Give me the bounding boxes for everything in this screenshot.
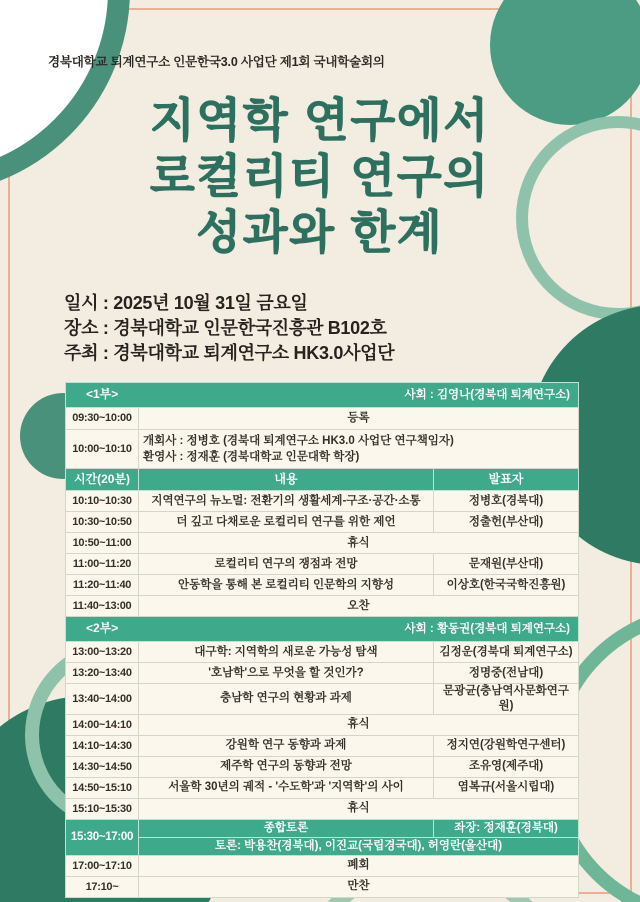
content-cell: 만찬 [139, 876, 579, 897]
presenter-cell: 정병호(경북대) [434, 491, 579, 512]
event-organizer-label: 경북대학교 퇴계연구소 인문한국3.0 사업단 제1회 국내학술회의 [48, 55, 385, 69]
schedule-row [66, 383, 579, 408]
section-chair-label: 사회 : 황동권(경북대 퇴계연구소) [404, 622, 571, 635]
presenter-cell: 염복규(서울시립대) [434, 777, 579, 798]
content-cell: 휴식 [139, 798, 579, 819]
schedule-row [66, 642, 579, 663]
poster-title [30, 92, 610, 260]
content-cell: 등록 [139, 408, 579, 430]
content-cell: 휴식 [139, 714, 579, 735]
time-cell: 14:00~14:10 [66, 714, 139, 735]
schedule-row [66, 837, 579, 855]
schedule-row [66, 469, 579, 491]
discussion-panel-cell: 토론: 박용찬(경북대), 이진교(국립경국대), 허영란(울산대) [139, 837, 579, 855]
poster-title-line-1: 지역학 연구에서 [150, 94, 490, 146]
schedule-row [66, 430, 579, 469]
presenter-cell: 김정운(경북대 퇴계연구소) [434, 642, 579, 663]
schedule-row [66, 663, 579, 684]
presenter-cell: 조유영(제주대) [434, 756, 579, 777]
schedule-row [66, 512, 579, 533]
time-cell: 11:20~11:40 [66, 575, 139, 596]
schedule-row [66, 714, 579, 735]
content-cell: 로컬리티 연구의 쟁점과 전망 [139, 554, 434, 575]
section-part-label: <2부> [86, 621, 119, 636]
section-header-cell [66, 617, 579, 642]
schedule-row [66, 819, 579, 837]
event-info-host: 주최 : 경북대학교 퇴계연구소 HK3.0사업단 [64, 343, 395, 363]
time-cell: 13:40~14:00 [66, 684, 139, 715]
discussion-moderator-cell: 좌장: 정재훈(경북대) [434, 819, 579, 837]
time-cell: 09:30~10:00 [66, 408, 139, 430]
schedule-row [66, 533, 579, 554]
presenter-cell: 이상호(한국국학진흥원) [434, 575, 579, 596]
discussion-title-cell: 종합토론 [139, 819, 434, 837]
event-info [64, 291, 394, 366]
content-cell: 안동학을 통해 본 로컬리티 인문학의 지향성 [139, 575, 434, 596]
content-cell: 지역연구의 뉴노멀: 전환기의 생활세계-구조·공간·소통 [139, 491, 434, 512]
time-cell: 14:10~14:30 [66, 735, 139, 756]
column-header-time: 시간(20분) [66, 469, 139, 491]
section-part-label: <1부> [86, 387, 119, 402]
time-cell: 15:10~15:30 [66, 798, 139, 819]
time-cell: 17:00~17:10 [66, 855, 139, 876]
schedule-row [66, 684, 579, 715]
time-cell: 15:30~17:00 [66, 819, 139, 855]
presenter-cell: 문광균(충남역사문화연구원) [434, 684, 579, 715]
content-cell: 강원학 연구 동향과 과제 [139, 735, 434, 756]
content-cell: 서울학 30년의 궤적 - '수도학'과 '지역학'의 사이 [139, 777, 434, 798]
schedule-row [66, 855, 579, 876]
content-cell: 충남학 연구의 현황과 과제 [139, 684, 434, 715]
schedule-row [66, 777, 579, 798]
schedule-row [66, 408, 579, 430]
schedule-row [66, 554, 579, 575]
schedule-row [66, 575, 579, 596]
column-header-presenter: 발표자 [434, 469, 579, 491]
schedule-table-body [66, 383, 579, 898]
content-cell [139, 430, 579, 469]
time-cell: 14:30~14:50 [66, 756, 139, 777]
poster-title-line-3: 성과와 한계 [196, 206, 444, 259]
time-cell: 17:10~ [66, 876, 139, 897]
poster-title-line-2: 로컬리티 연구의 [150, 150, 490, 203]
presenter-cell: 정출헌(부산대) [434, 512, 579, 533]
section-chair-label: 사회 : 김영나(경북대 퇴계연구소) [404, 388, 571, 401]
time-cell: 13:20~13:40 [66, 663, 139, 684]
time-cell: 13:00~13:20 [66, 642, 139, 663]
schedule-row [66, 876, 579, 897]
content-cell: 폐회 [139, 855, 579, 876]
content-cell: 더 깊고 다채로운 로컬리티 연구를 위한 제언 [139, 512, 434, 533]
schedule-row [66, 596, 579, 617]
content-line: 개회사 : 정병호 (경북대 퇴계연구소 HK3.0 사업단 연구책임자) [143, 435, 454, 447]
schedule-row [66, 756, 579, 777]
time-cell: 10:50~11:00 [66, 533, 139, 554]
column-header-content: 내용 [139, 469, 434, 491]
content-cell: 오찬 [139, 596, 579, 617]
time-cell: 11:40~13:00 [66, 596, 139, 617]
time-cell: 10:10~10:30 [66, 491, 139, 512]
event-info-venue: 장소 : 경북대학교 인문한국진흥관 B102호 [64, 318, 387, 338]
schedule-row [66, 617, 579, 642]
content-cell: 대구학: 지역학의 새로운 가능성 탐색 [139, 642, 434, 663]
presenter-cell: 문재원(부산대) [434, 554, 579, 575]
schedule-table [65, 382, 579, 898]
presenter-cell: 정지연(강원학연구센터) [434, 735, 579, 756]
schedule-row [66, 735, 579, 756]
time-cell: 14:50~15:10 [66, 777, 139, 798]
time-cell: 10:00~10:10 [66, 430, 139, 469]
section-header-cell [66, 383, 579, 408]
content-cell: 제주학 연구의 동향과 전망 [139, 756, 434, 777]
time-cell: 10:30~10:50 [66, 512, 139, 533]
schedule-row [66, 491, 579, 512]
event-info-date: 일시 : 2025년 10월 31일 금요일 [64, 293, 308, 313]
content-line: 환영사 : 정재훈 (경북대학교 인문대학 학장) [143, 451, 360, 463]
schedule-row [66, 798, 579, 819]
content-cell: '호남학'으로 무엇을 할 것인가? [139, 663, 434, 684]
time-cell: 11:00~11:20 [66, 554, 139, 575]
presenter-cell: 정명중(전남대) [434, 663, 579, 684]
content-cell: 휴식 [139, 533, 579, 554]
